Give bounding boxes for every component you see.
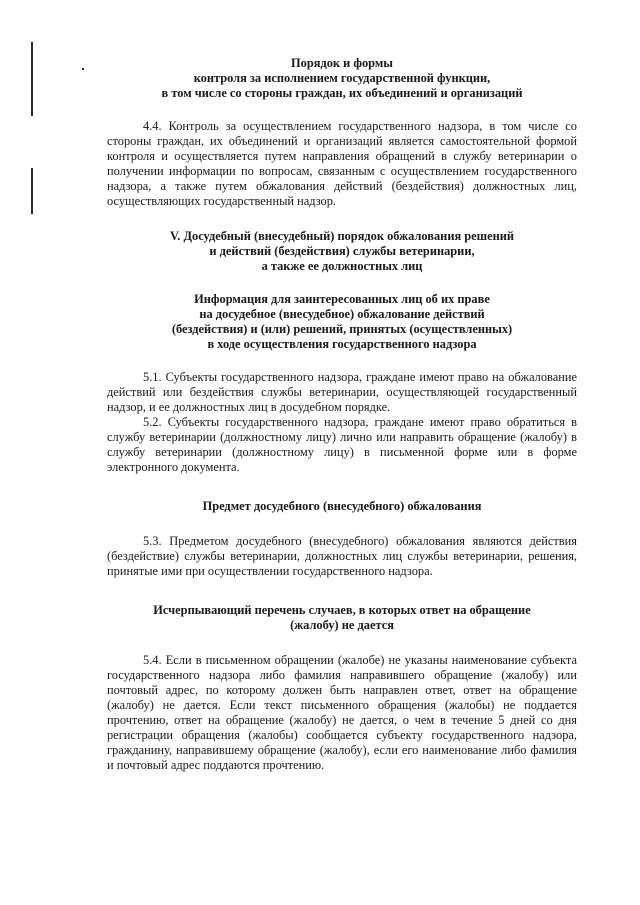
heading-control-forms <box>107 56 577 101</box>
heading-line: на досудебное (внесудебное) обжалование действий <box>199 307 485 321</box>
heading-line: в ходе осуществления государственного надзора <box>207 337 477 351</box>
heading-line: Предмет досудебного (внесудебного) обжалования <box>202 499 482 513</box>
heading-line: в том числе со стороны граждан, их объединений и организаций <box>161 86 523 100</box>
heading-appeal-subject <box>107 499 577 514</box>
heading-line: Информация для заинтересованных лиц об их праве <box>194 292 490 306</box>
heading-line: а также ее должностных лиц <box>261 259 423 273</box>
scan-dot <box>82 68 84 70</box>
heading-line: (жалобу) не дается <box>290 618 394 632</box>
heading-line: (бездействия) и (или) решений, принятых (осуществленных) <box>171 322 513 336</box>
heading-line: Порядок и формы <box>291 56 393 70</box>
heading-no-answer-cases <box>107 603 577 633</box>
heading-line: Исчерпывающий перечень случаев, в которых ответ на обращение <box>153 603 531 617</box>
document-page <box>107 56 577 773</box>
heading-line: и действий (бездействия) службы ветеринарии, <box>209 244 475 258</box>
paragraph-5-2: 5.2. Субъекты государственного надзора, граждане имеют право обратиться в службу ветеринарии (должностному лицу) лично или направить обращение (жалобу) в службу ветеринарии (должностному лицу) в письменной форме или в форме электронного документа. <box>107 415 577 474</box>
paragraph-5-4: 5.4. Если в письменном обращении (жалобе) не указаны наименование субъекта государственного надзора либо фамилия направившего обращение (жалобу) или почтовый адрес, по которому должен быть направлен ответ, ответ на обращение (жалобу) не дается. Если текст письменного обращения (жалобы) не поддается прочтению, ответ на обращение (жалобу) не дается, о чем в течение 5 дней со дня регистрации обращения (жалобы) сообщается субъекту государственного надзора, гражданину, направившему обращение (жалобу), если его наименование либо фамилия и почтовый адрес поддаются прочтению. <box>107 653 577 772</box>
heading-info-rights <box>107 292 577 352</box>
paragraph-4-4: 4.4. Контроль за осуществлением государственного надзора, в том числе со стороны граждан, их объединений и организаций является самостоятельной формой контроля и осуществляется путем направления обращений в службу ветеринарии о получении информации по вопросам, связанным с осуществлением государственного надзора, а также путем обжалования действий (бездействия) должностных лиц, осуществляющих государственный надзор. <box>107 119 577 208</box>
scan-edge-mark-bottom <box>31 168 33 214</box>
paragraph-5-3: 5.3. Предметом досудебного (внесудебного) обжалования являются действия (бездействие) службы ветеринарии, должностных лиц службы ветеринарии, решения, принятые ими при осуществлении государственного надзора. <box>107 534 577 578</box>
heading-line: контроля за исполнением государственной функции, <box>193 71 491 85</box>
heading-section-v <box>107 229 577 274</box>
paragraph-5-1: 5.1. Субъекты государственного надзора, граждане имеют право на обжалование действий или бездействия службы ветеринарии, осуществляющей государственный надзор, и ее должностных лиц в досудебном порядке. <box>107 370 577 414</box>
scan-edge-mark-top <box>31 42 33 116</box>
heading-line: V. Досудебный (внесудебный) порядок обжалования решений <box>169 229 515 243</box>
